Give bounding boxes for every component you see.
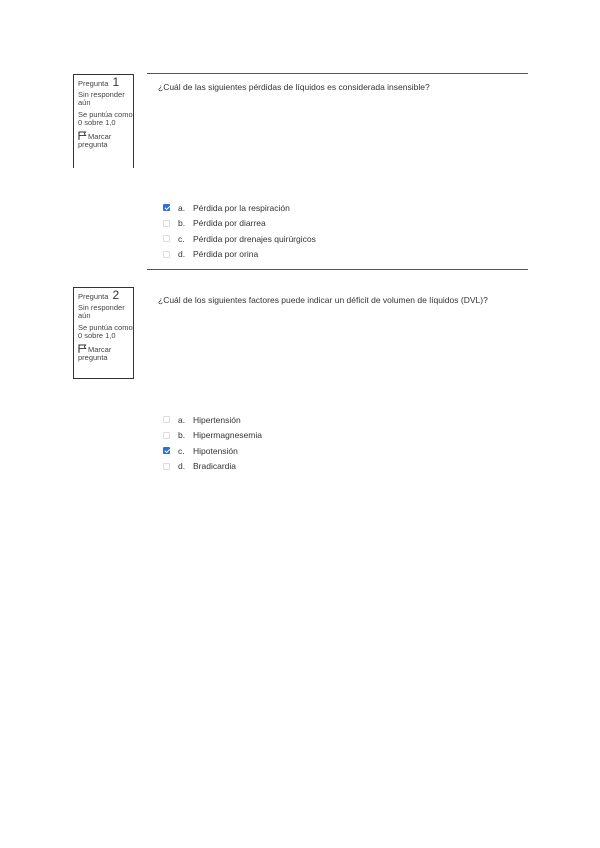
answer-text: Hipotensión <box>193 445 238 456</box>
answer-checkbox[interactable] <box>163 432 170 439</box>
answer-checkbox[interactable] <box>163 251 170 258</box>
question-info-1 <box>73 74 134 168</box>
question-grade: Se puntúa como 0 sobre 1,0 <box>78 323 133 340</box>
answer-checkbox[interactable] <box>163 463 170 470</box>
answer-option[interactable] <box>163 443 262 459</box>
answer-text: Bradicardia <box>193 461 236 472</box>
answer-letter: c. <box>178 445 185 456</box>
answer-checkbox[interactable] <box>163 204 170 211</box>
flag-label: Marcar pregunta <box>78 132 112 149</box>
question-text: ¿Cuál de los siguientes factores puede indicar un déficit de volumen de líquidos (DVL)? <box>158 295 488 305</box>
answer-option[interactable] <box>163 428 262 444</box>
answer-option[interactable] <box>163 412 262 428</box>
answer-letter: a. <box>178 202 186 213</box>
question-grade: Se puntúa como 0 sobre 1,0 <box>78 110 133 127</box>
question-title <box>78 288 133 302</box>
flag-icon <box>78 344 87 353</box>
answer-checkbox[interactable] <box>163 447 170 454</box>
flag-label: Marcar pregunta <box>78 345 112 362</box>
flag-question-link[interactable] <box>78 131 133 149</box>
question-state: Sin responder aún <box>78 303 125 320</box>
question-title <box>78 75 133 89</box>
question-text: ¿Cuál de las siguientes pérdidas de líquidos es considerada insensible? <box>158 82 430 92</box>
answer-option[interactable] <box>163 216 316 232</box>
answer-text: Hipertensión <box>193 414 241 425</box>
answer-list <box>163 412 262 474</box>
answer-checkbox[interactable] <box>163 235 170 242</box>
answer-option[interactable] <box>163 200 316 216</box>
question-label: Pregunta <box>78 292 109 301</box>
question-info-2 <box>73 287 134 379</box>
question-state: Sin responder aún <box>78 90 125 107</box>
answer-letter: d. <box>178 461 186 472</box>
question-number: 1 <box>112 75 120 89</box>
flag-icon <box>78 131 87 140</box>
answer-text: Pérdida por la respiración <box>193 202 290 213</box>
answer-checkbox[interactable] <box>163 220 170 227</box>
answer-text: Pérdida por diarrea <box>193 218 266 229</box>
answer-option[interactable] <box>163 459 262 475</box>
answer-option[interactable] <box>163 231 316 247</box>
flag-question-link[interactable] <box>78 344 133 362</box>
answer-letter: b. <box>178 218 186 229</box>
question-divider <box>147 73 528 74</box>
answer-letter: c. <box>178 233 185 244</box>
answer-option[interactable] <box>163 247 316 263</box>
answer-text: Pérdida por orina <box>193 249 259 260</box>
answer-text: Hipermagnesemia <box>193 430 262 441</box>
answer-letter: a. <box>178 414 186 425</box>
question-label: Pregunta <box>78 79 109 88</box>
question-divider <box>147 269 528 270</box>
answer-letter: d. <box>178 249 186 260</box>
answer-list <box>163 200 316 262</box>
answer-letter: b. <box>178 430 186 441</box>
answer-checkbox[interactable] <box>163 416 170 423</box>
answer-text: Pérdida por drenajes quirúrgicos <box>193 233 316 244</box>
question-number: 2 <box>112 288 120 302</box>
